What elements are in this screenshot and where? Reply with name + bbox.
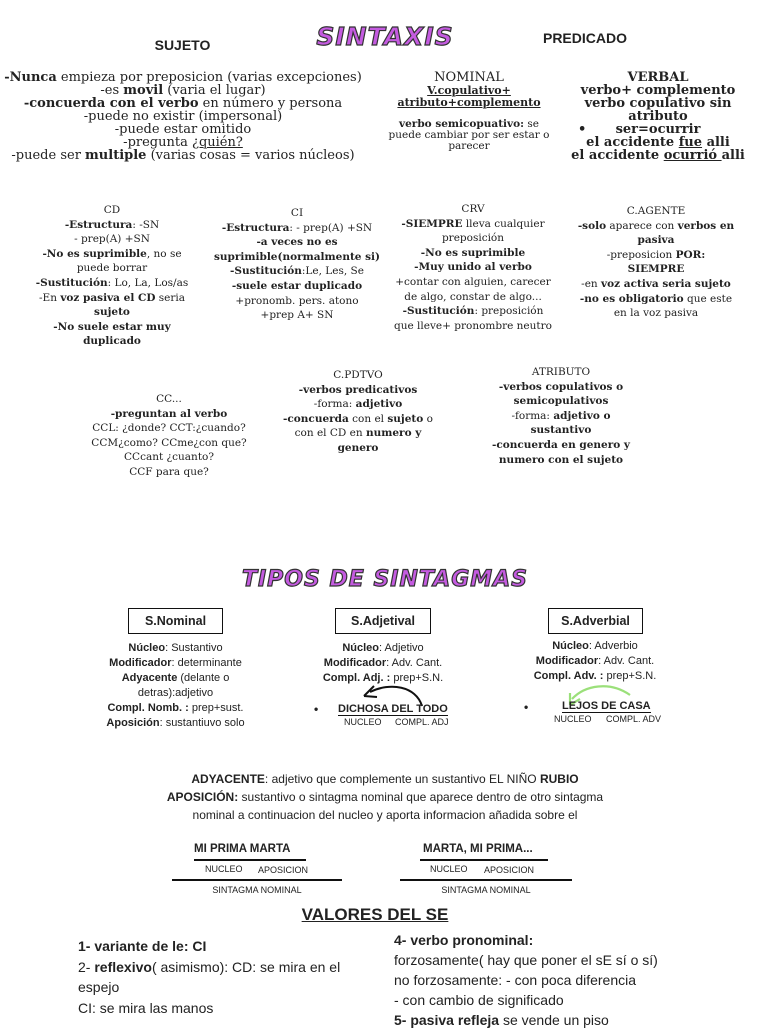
adv-compl: COMPL. ADV [606,714,662,724]
sujeto-heading: SUJETO [154,37,211,53]
adv-bullet: • [524,700,529,714]
sadverbial-list: Núcleo: Adverbio Modificador: Adv. Cant. Compl. Adv. : prep+S.N. [533,640,657,682]
cpdtvo-section: C.PDTVO -verbos predicativos -forma: adjetivo -concuerda con el sujeto o con el CD en numero y genero [283,369,433,454]
apos-example-1-nucleo: NUCLEO [205,864,243,874]
cd-section: CD -Estructura: -SN - prep(A) +SN -No es suprimible, no se puede borrar -Sustitución: Lo, La, Los/as -En voz pasiva el CD seria sujeto -No suele estar muy duplicado [35,204,189,348]
definitions: ADYACENTE: adjetivo que complemente un sustantivo EL NIÑO RUBIO APOSICIÓN: sustantivo o sintagma nominal que aparece dentro de otro sintagma nominal a continuacion del nucleo y aporta informacion añadida sobre el [166,772,604,822]
apos-example-2-sn: SINTAGMA NOMINAL [441,885,531,895]
cagente-section: C.AGENTE -solo aparece con verbos en pasiva -preposicion POR: SIEMPRE -en voz activa seria sujeto -no es obligatorio que este en la voz pasiva [577,205,735,320]
atributo-section: ATRIBUTO -verbos copulativos o semicopulativos -forma: adjetivo o sustantivo -concuerda en genero y numero con el sujeto [491,366,631,466]
ci-section: CI -Estructura: - prep(A) +SN -a veces no es suprimible(normalmente si) -Sustitución:Le, Les, Se -suele estar duplicado +pronomb. pers. atono +prep A+ SN [213,207,381,322]
predicado-heading: PREDICADO [542,30,627,46]
snominal-list: Núcleo: Sustantivo Modificador: determinante Adyacente (delante o detras):adjetivo Compl. Nomb. : prep+sust. Aposición: sustantiuvo solo [106,642,245,729]
valores-title: VALORES DEL SE [301,905,449,924]
adj-example: DICHOSA DEL TODO [338,703,448,715]
apos-example-2-line [400,879,572,881]
adv-example: LEJOS DE CASA [562,700,651,712]
adv-nucleo: NUCLEO [554,714,592,724]
apos-example-2-underline [420,859,548,861]
page-title: SINTAXIS [316,22,454,51]
adj-nucleo: NUCLEO [344,717,382,727]
cc-section: CC... -preguntan al verbo CCL: ¿donde? CCT:¿cuando? CCM¿como? CCme¿con que? CCcant ¿cuanto? CCF para que? [91,393,247,478]
crv-section: CRV -SIEMPRE lleva cualquier preposición -No es suprimible -Muy unido al verbo +contar con alguien, carecer de algo, constar de algo... -Sustitución: preposición que lleve+ pronombre neutro [394,203,552,332]
sujeto-list: -Nunca empieza por preposicion (varias excepciones) -es movil (varia el lugar) -concuerda con el verbo en número y persona -puede no existir (impersonal) -puede estar omitido -pregunta ¿quién? -puede ser multiple (varias cosas = varios núcleos) [4,70,362,163]
apos-example-1-sn: SINTAGMA NOMINAL [212,885,302,895]
apos-example-2: MARTA, MI PRIMA... [423,843,533,855]
adj-bullet: • [314,702,319,716]
predicado-verbal: VERBAL verbo+ complemento verbo copulativo sin atributo • ser=ocurrir el accidente fue alli el accidente ocurrió alli [571,70,745,163]
predicado-nominal: NOMINAL V.copulativo+ atributo+complemento verbo semicopuativo: se puede cambiar por ser estar o parecer [388,70,550,152]
apos-example-2-apos: APOSICION [484,865,535,875]
valores-left: 1- variante de le: CI 2- reflexivo( asimismo): CD: se mira en el espejo CI: se mira las manos [78,938,341,1016]
apos-example-1-apos: APOSICION [258,865,309,875]
sadjetival-list: Núcleo: Adjetivo Modificador: Adv. Cant. Compl. Adj. : prep+S.N. [322,642,444,684]
sadverbial-box: S.Adverbial [548,608,643,634]
apos-example-2-nucleo: NUCLEO [430,864,468,874]
apos-example-1: MI PRIMA MARTA [194,843,291,855]
apos-example-1-line [172,879,342,881]
valores-right: 4- verbo pronominal: forzosamente( hay que poner el sE sí o sí) no forzosamente: - con poca diferencia - con cambio de significado 5- pasiva refleja se vende un piso [394,932,658,1028]
apos-example-1-underline [194,859,306,861]
adj-compl: COMPL. ADJ [395,717,449,727]
sadjetival-box: S.Adjetival [335,608,431,634]
snominal-box: S.Nominal [128,608,223,634]
tipos-title: TIPOS DE SINTAGMAS [241,567,529,592]
